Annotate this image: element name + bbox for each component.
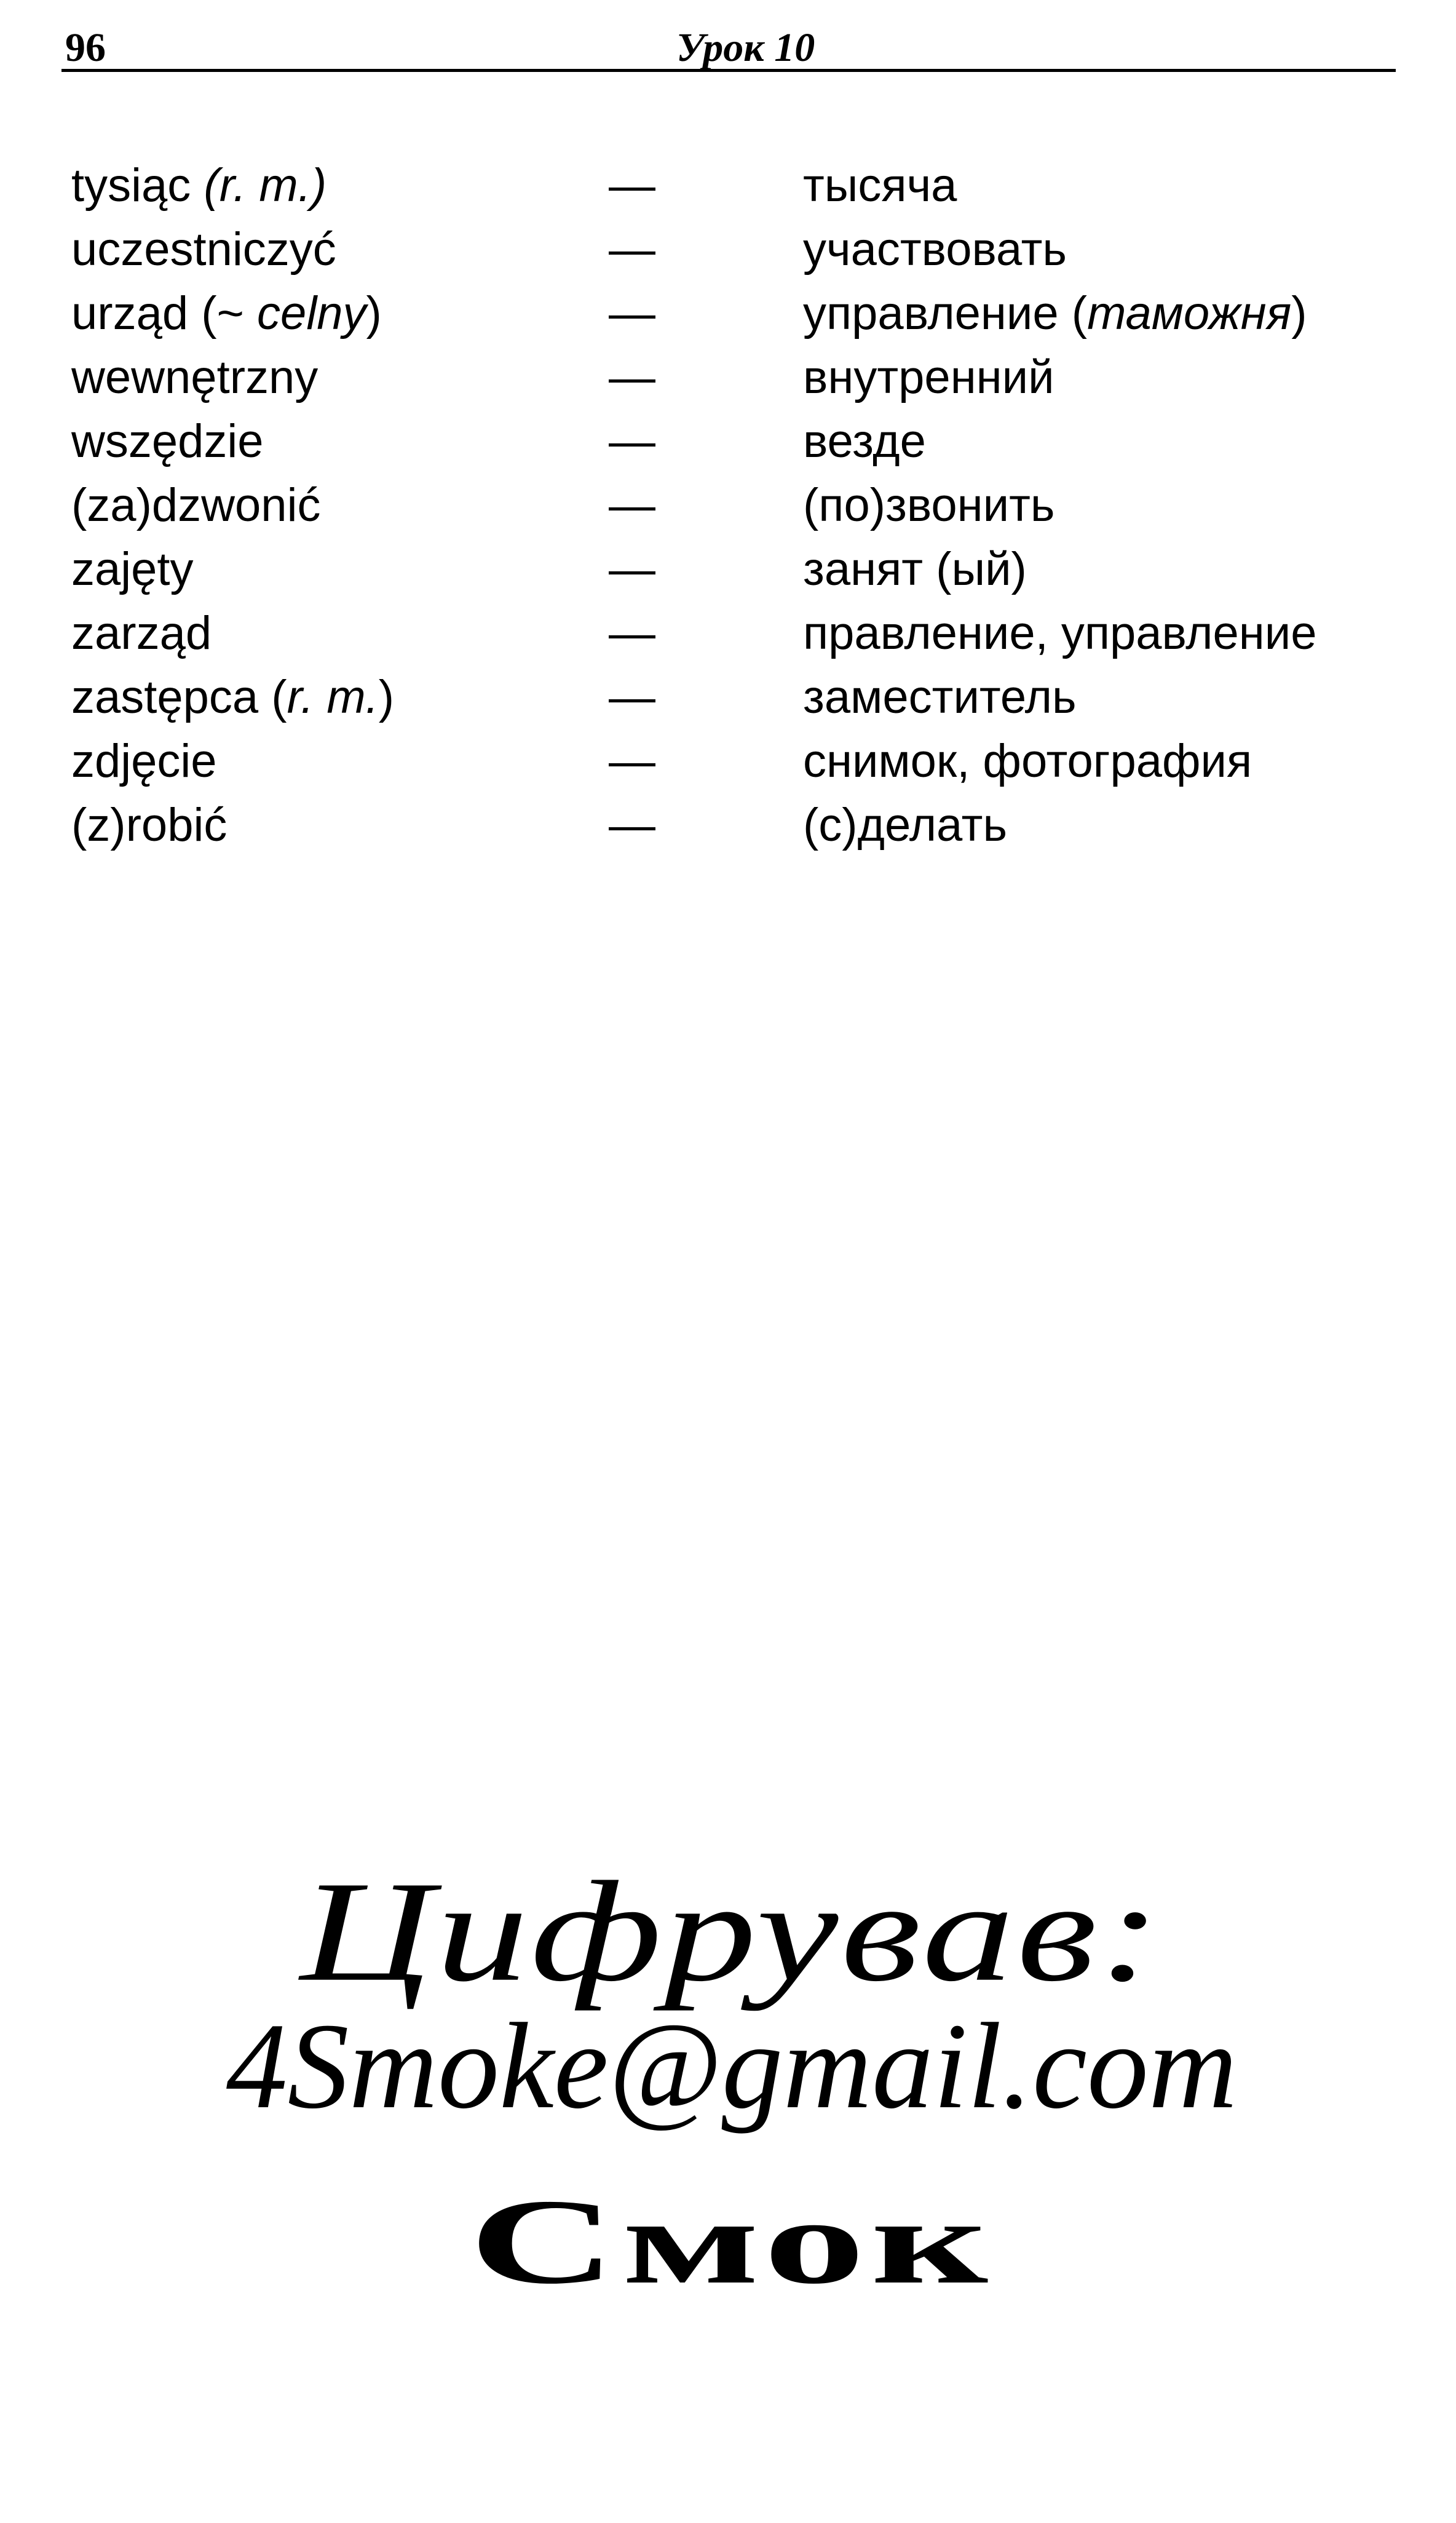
vocab-row [71,346,1387,410]
vocab-row [71,729,1387,793]
vocab-row [71,793,1387,857]
polish-word: wszędzie [71,415,264,467]
polish-word: zajęty [71,543,194,595]
dash: — [609,159,655,212]
dash: — [609,671,655,723]
vocab-row [71,474,1387,538]
vocab-row [71,602,1387,666]
vocab-row [71,218,1387,282]
vocab-row [71,282,1387,346]
dash: — [609,415,655,467]
russian-translation: занят (ый) [803,543,1027,595]
vocab-row [71,538,1387,602]
page-number: 96 [65,25,106,70]
vocab-row [71,666,1387,729]
russian-translation: везде [803,415,926,467]
russian-translation: (по)звонить [803,479,1055,531]
polish-word: zastępca (r. m.) [71,671,395,723]
polish-word: tysiąc (r. m.) [71,159,327,212]
russian-translation: внутренний [803,351,1054,403]
vocab-row [71,410,1387,474]
russian-translation: управление (таможня) [803,287,1307,340]
russian-translation: тысяча [803,159,957,212]
polish-word: uczestniczyć [71,223,336,276]
polish-word: (z)robić [71,799,228,851]
polish-word: urząd (~ celny) [71,287,382,340]
page-header [61,25,1396,72]
polish-word: zdjęcie [71,735,217,787]
vocabulary-list [71,154,1387,857]
dash: — [609,607,655,659]
dash: — [609,799,655,851]
dash: — [609,351,655,403]
russian-translation: участвовать [803,223,1067,276]
stamp-name: Смок [469,2174,994,2310]
polish-word: (za)dzwonić [71,479,321,531]
dash: — [609,735,655,787]
russian-translation: правление, управление [803,607,1317,659]
russian-translation: заместитель [803,671,1077,723]
russian-translation: снимок, фотография [803,735,1252,787]
running-head: Урок 10 [676,25,815,70]
russian-translation: (с)делать [803,799,1008,851]
polish-word: zarząd [71,607,212,659]
dash: — [609,543,655,595]
dash: — [609,287,655,340]
polish-word: wewnętrzny [71,351,318,403]
dash: — [609,479,655,531]
vocab-row [71,154,1387,218]
stamp-email: 4Smoke@gmail.com [226,1998,1238,2134]
dash: — [609,223,655,276]
digitizer-stamp [68,1839,1396,2343]
stamp-title: Цифрував: [300,1851,1163,2011]
